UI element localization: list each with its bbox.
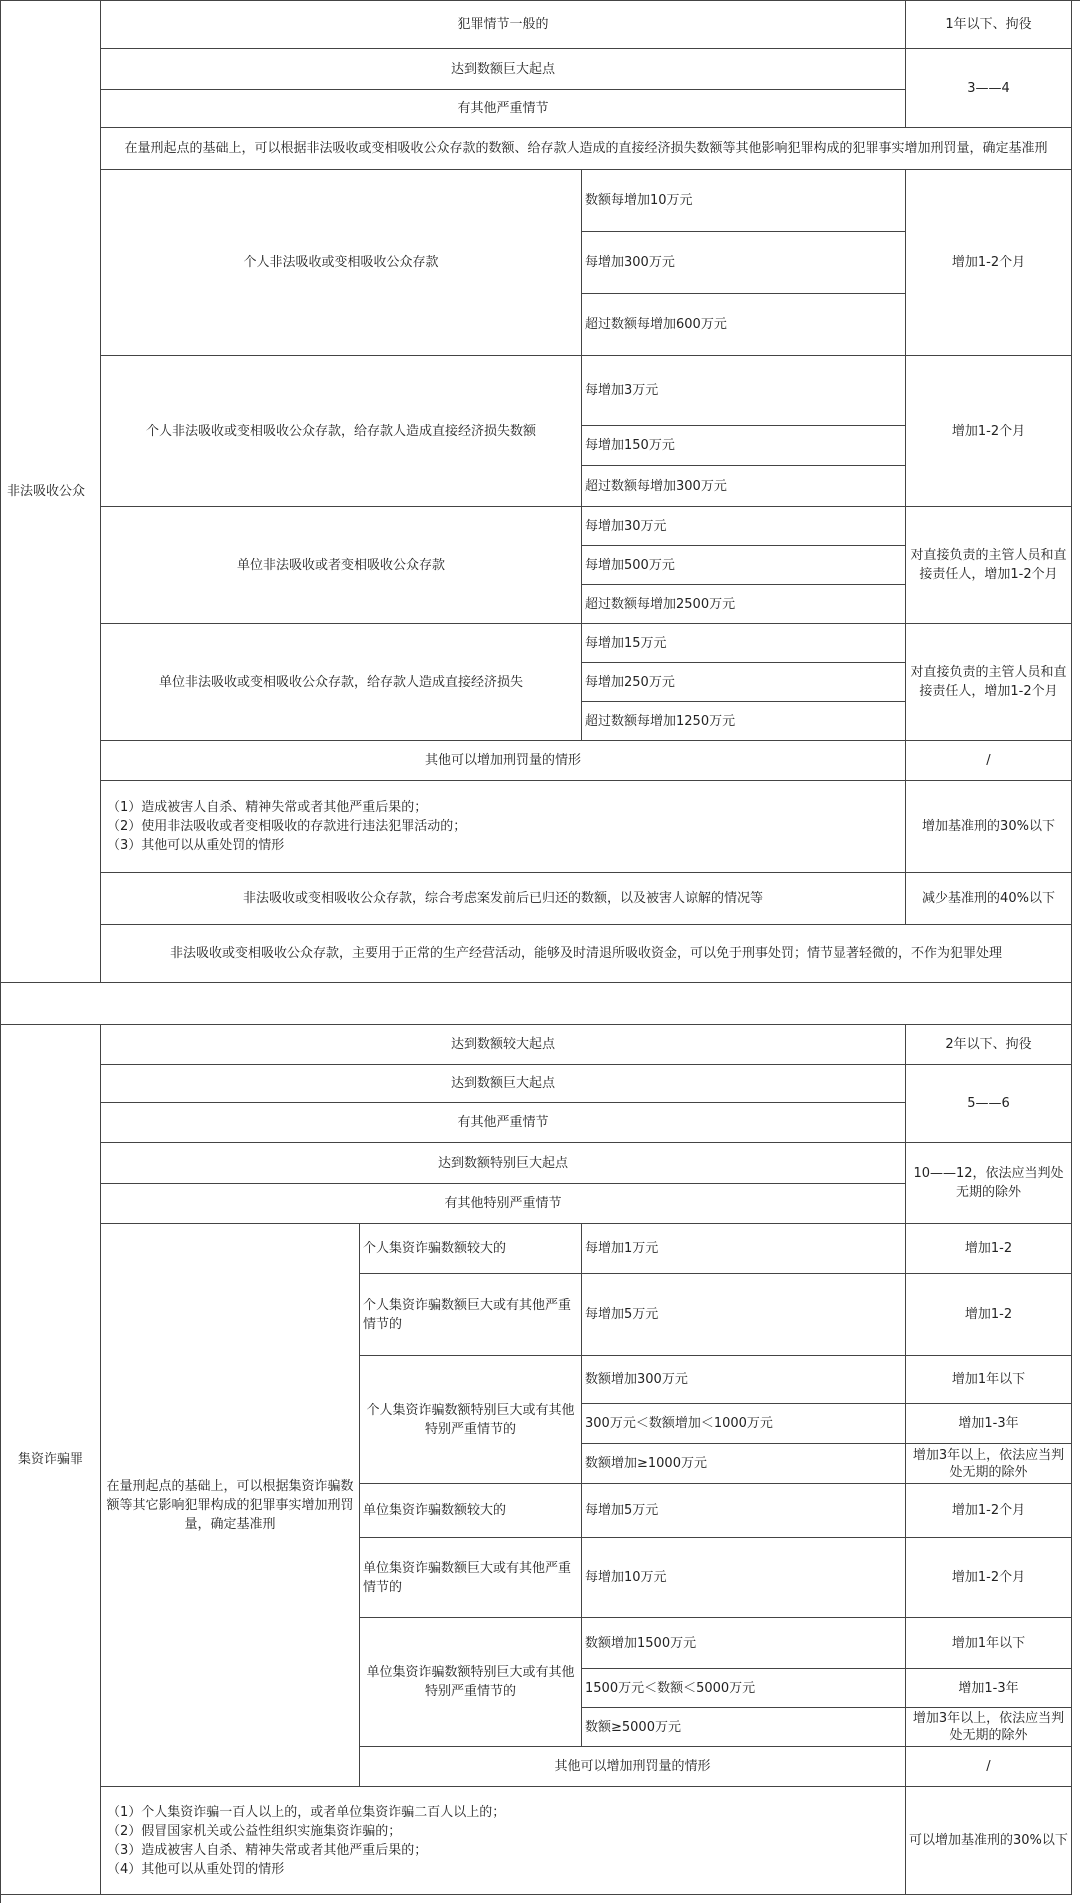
s2-aggravating-3: （3）造成被害人自杀、精神失常或者其他严重后果的； — [107, 1842, 428, 1858]
start-penalty-2: 3——4 — [906, 49, 1072, 128]
other-increase-penalty-1: / — [906, 741, 1072, 781]
group4-penalty: 对直接负责的主管人员和直接责任人，增加1-2个月 — [906, 624, 1072, 741]
s2-start-4: 达到数额特别巨大起点 — [101, 1143, 906, 1184]
s2-penalty-huge: 5——6 — [906, 1065, 1072, 1143]
group1-item-1: 数额每增加10万元 — [582, 170, 906, 232]
s2-ind-special-penalty-3: 增加3年以上，依法应当判处无期的除外 — [906, 1444, 1072, 1484]
group2-item-2: 每增加150万元 — [582, 426, 906, 466]
s2-ind-special-detail-1: 数额增加300万元 — [582, 1356, 906, 1404]
s2-other-increase-penalty: / — [906, 1747, 1072, 1787]
s2-unit-detail-1: 每增加5万元 — [582, 1484, 906, 1538]
s2-aggravating-list — [101, 1787, 906, 1895]
s2-start-3: 有其他严重情节 — [101, 1103, 906, 1143]
group1-item-3: 超过数额每增加600万元 — [582, 294, 906, 356]
s2-start-2: 达到数额巨大起点 — [101, 1065, 906, 1103]
s2-ind-special-penalty-2: 增加1-3年 — [906, 1404, 1072, 1444]
mitigating-penalty-1: 减少基准刑的40%以下 — [906, 873, 1072, 925]
group1-penalty: 增加1-2个月 — [906, 170, 1072, 356]
group2-penalty: 增加1-2个月 — [906, 356, 1072, 507]
aggravating-1-1: （1）造成被害人自杀、精神失常或者其他严重后果的； — [107, 800, 428, 815]
s2-penalty-2: 增加1-2 — [906, 1274, 1072, 1356]
s2-cond-1: 个人集资诈骗数额较大的 — [360, 1224, 582, 1274]
aggravating-1-3: （3）其他可以从重处罚的情形 — [107, 838, 285, 853]
s2-basis-text: 在量刑起点的基础上，可以根据集资诈骗数额等其它影响犯罪构成的犯罪事实增加刑罚量，确定基准刑 — [101, 1224, 360, 1787]
s2-ind-special-cond: 个人集资诈骗数额特别巨大或有其他特别严重情节的 — [360, 1356, 582, 1484]
s2-start-1: 达到数额较大起点 — [101, 1025, 906, 1065]
s2-aggravating-penalty: 可以增加基准刑的30%以下 — [906, 1787, 1072, 1895]
group3-item-1: 每增加30万元 — [582, 507, 906, 546]
crime-name-fund-fraud: 集资诈骗罪 — [1, 1025, 101, 1895]
start-condition-1: 犯罪情节一般的 — [101, 0, 906, 49]
group1-item-2: 每增加300万元 — [582, 232, 906, 294]
s2-unit-penalty-1: 增加1-2个月 — [906, 1484, 1072, 1538]
s2-unit-special-detail-1: 数额增加1500万元 — [582, 1618, 906, 1669]
s2-ind-special-detail-3: 数额增加≥1000万元 — [582, 1444, 906, 1484]
group-name-3: 单位非法吸收或者变相吸收公众存款 — [101, 507, 582, 624]
s2-unit-special-penalty-1: 增加1年以下 — [906, 1618, 1072, 1669]
s2-aggravating-4: （4）其他可以从重处罚的情形 — [107, 1861, 285, 1877]
s2-unit-special-detail-2: 1500万元＜数额＜5000万元 — [582, 1669, 906, 1708]
group3-item-2: 每增加500万元 — [582, 546, 906, 585]
group4-item-3: 超过数额每增加1250万元 — [582, 702, 906, 741]
exempt-1: 非法吸收或变相吸收公众存款，主要用于正常的生产经营活动，能够及时清退所吸收资金，可以免于刑事处罚；情节显著轻微的，不作为犯罪处理 — [101, 925, 1072, 983]
aggravating-list-1 — [101, 781, 906, 873]
s2-other-increase: 其他可以增加刑罚量的情形 — [360, 1747, 906, 1787]
s2-unit-special-penalty-2: 增加1-3年 — [906, 1669, 1072, 1708]
s2-unit-detail-2: 每增加10万元 — [582, 1538, 906, 1618]
s2-unit-special-cond: 单位集资诈骗数额特别巨大或有其他特别严重情节的 — [360, 1618, 582, 1747]
start-condition-3: 有其他严重情节 — [101, 90, 906, 128]
s2-penalty-large: 2年以下、拘役 — [906, 1025, 1072, 1065]
group2-item-1: 每增加3万元 — [582, 356, 906, 426]
s2-aggravating-1: （1）个人集资诈骗一百人以上的，或者单位集资诈骗二百人以上的； — [107, 1804, 506, 1820]
group2-item-3: 超过数额每增加300万元 — [582, 466, 906, 507]
s2-detail-2: 每增加5万元 — [582, 1274, 906, 1356]
s2-unit-cond-2: 单位集资诈骗数额巨大或有其他严重情节的 — [360, 1538, 582, 1618]
aggravating-penalty-1: 增加基准刑的30%以下 — [906, 781, 1072, 873]
group4-item-1: 每增加15万元 — [582, 624, 906, 663]
group3-item-3: 超过数额每增加2500万元 — [582, 585, 906, 624]
mitigating-1: 非法吸收或变相吸收公众存款，综合考虑案发前后已归还的数额，以及被害人谅解的情况等 — [101, 873, 906, 925]
s2-unit-special-penalty-3: 增加3年以上，依法应当判处无期的除外 — [906, 1708, 1072, 1747]
s2-unit-special-detail-3: 数额≥5000万元 — [582, 1708, 906, 1747]
group-name-1: 个人非法吸收或变相吸收公众存款 — [101, 170, 582, 356]
s2-detail-1: 每增加1万元 — [582, 1224, 906, 1274]
s2-ind-special-detail-2: 300万元＜数额增加＜1000万元 — [582, 1404, 906, 1444]
crime-name-illegal-deposit: 非法吸收公众 — [1, 0, 101, 983]
s2-penalty-1: 增加1-2 — [906, 1224, 1072, 1274]
s2-penalty-especially: 10——12，依法应当判处无期的除外 — [906, 1143, 1072, 1224]
spacer-row — [1, 983, 1072, 1025]
start-penalty-1: 1年以下、拘役 — [906, 0, 1072, 49]
s2-cond-2: 个人集资诈骗数额巨大或有其他严重情节的 — [360, 1274, 582, 1356]
group3-penalty: 对直接负责的主管人员和直接责任人，增加1-2个月 — [906, 507, 1072, 624]
group-name-2: 个人非法吸收或变相吸收公众存款，给存款人造成直接经济损失数额 — [101, 356, 582, 507]
group-name-4: 单位非法吸收或变相吸收公众存款，给存款人造成直接经济损失 — [101, 624, 582, 741]
aggravating-1-2: （2）使用非法吸收或者变相吸收的存款进行违法犯罪活动的； — [107, 819, 467, 834]
basis-text: 在量刑起点的基础上，可以根据非法吸收或变相吸收公众存款的数额、给存款人造成的直接经济损失数额等其他影响犯罪构成的犯罪事实增加刑罚量，确定基准刑 — [101, 128, 1072, 170]
s2-ind-special-penalty-1: 增加1年以下 — [906, 1356, 1072, 1404]
group4-item-2: 每增加250万元 — [582, 663, 906, 702]
s2-unit-penalty-2: 增加1-2个月 — [906, 1538, 1072, 1618]
s2-start-5: 有其他特别严重情节 — [101, 1184, 906, 1224]
start-condition-2: 达到数额巨大起点 — [101, 49, 906, 90]
other-increase-1: 其他可以增加刑罚量的情形 — [101, 741, 906, 781]
s2-unit-cond-1: 单位集资诈骗数额较大的 — [360, 1484, 582, 1538]
s2-aggravating-2: （2）假冒国家机关或公益性组织实施集资诈骗的； — [107, 1823, 402, 1839]
